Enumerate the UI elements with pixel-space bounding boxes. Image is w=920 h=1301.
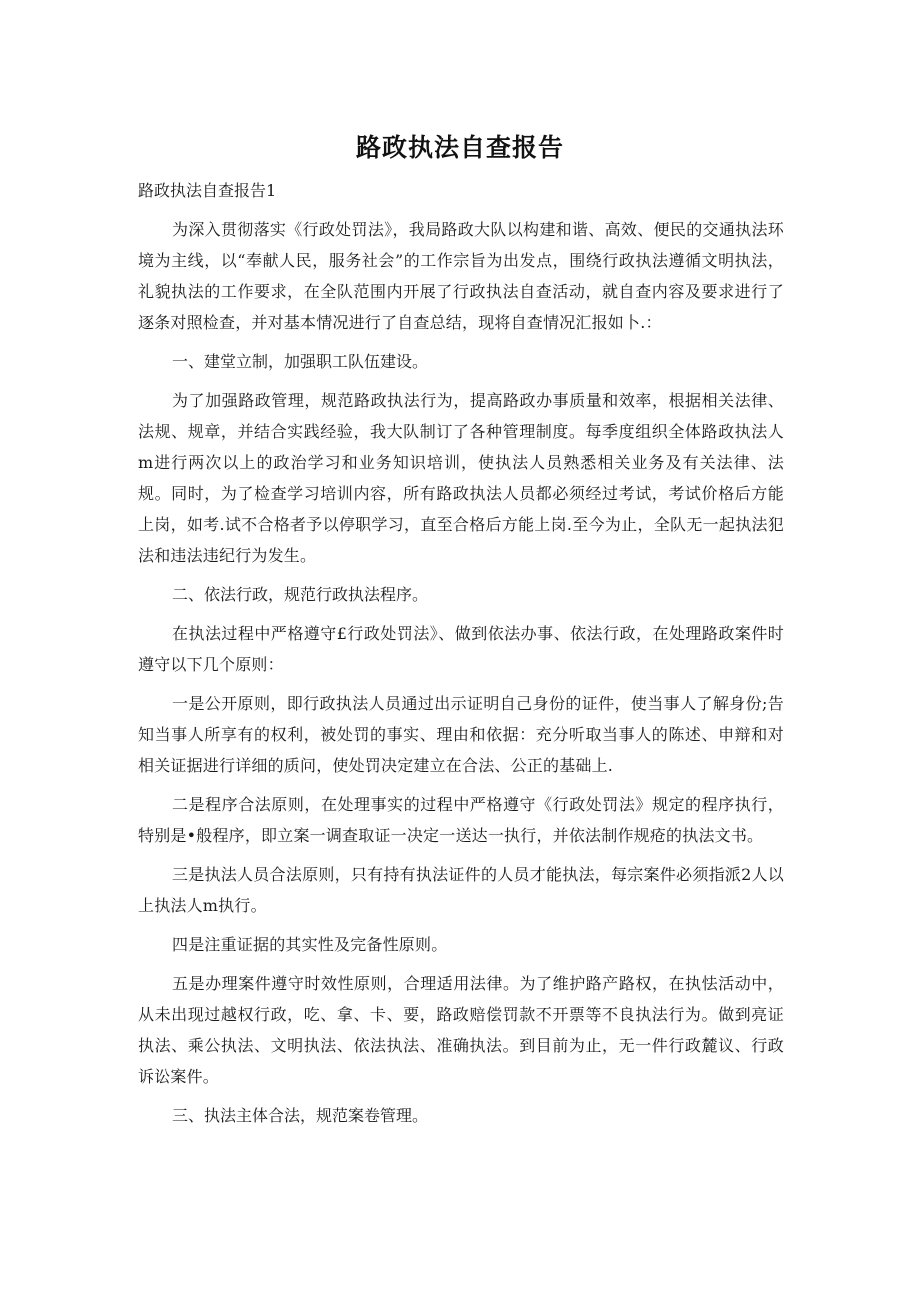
principle-2-paragraph: 二是程序合法原则，在处理事实的过程中严格遵守《行政处罚法》规定的程序执行，特别是•般程序，即立案一调查取证一决定一送达一执行，并依法制作规疮的执法文书。 bbox=[138, 795, 784, 845]
intro-paragraph: 为深入贯彻落实《行政处罚法》，我局路政大队以构建和谐、高效、便民的交通执法环境为主线，以“奉献人民，服务社会”的工作宗旨为出发点，围绕行政执法遵循文明执法，礼貌执法的工作要求，在全队范围内开展了行政执法自查活动，就自查内容及要求进行了逐条对照检查，并对基本情况进行了自查总结，现将自查情况汇报如卜.： bbox=[138, 220, 784, 332]
principle-4-paragraph: 四是注重证据的其实性及完备性原则。 bbox=[172, 935, 448, 954]
document-body bbox=[138, 175, 784, 1139]
document-subtitle: 路政执法自查报告1 bbox=[138, 181, 277, 200]
document-title: 路政执法自查报告 bbox=[355, 133, 564, 162]
section-heading-1: 一、建堂立制，加强职工队伍建设。 bbox=[172, 352, 429, 371]
section-1-paragraph: 为了加强路政管理，规范路政执法行为，提高路政办事质量和效率，根据相关法律、法规、规章，并结合实践经验，我大队制订了各种管理制度。每季度组织全体路政执法人m进行两次以上的政治学习和业务知识培训，使执法人员熟悉相关业务及有关法律、法规。同时，为了检查学习培训内容，所有路政执法人员都必须经过考试，考试价格后方能上岗，如考.试不合格者予以停职学习，直至合格后方能上岗.至今为止，全队无一起执法犯法和违法违纪行为发生。 bbox=[138, 391, 784, 565]
principle-3-paragraph: 三是执法人员合法原则，只有持有执法证件的人员才能执法，每宗案件必须指派2人以上执法人m执行。 bbox=[138, 865, 784, 915]
section-heading-2: 二、依法行政，规范行政执法程序。 bbox=[172, 585, 429, 604]
principle-5-paragraph: 五是办理案件遵守时效性原则，合理适用法律。为了维护路产路权，在执怯活动中，从未出现过越权行政，吃、拿、卡、要，路政赔偿罚款不开票等不良执法行为。做到亮证执法、乘公执法、文明执法、依法执法、准确执法。到目前为止，无一件行政麓议、行政诉讼案件。 bbox=[138, 974, 784, 1086]
principle-1-paragraph: 一是公开原则，即行政执法人员通过出示证明自己身份的证件，使当事人了解身份;告知当事人所享有的权利，被处罚的事实、理由和依据：充分听取当事人的陈述、申辩和对相关证据进行详细的质问，使处罚决定建立在合法、公正的基础上. bbox=[138, 694, 784, 775]
section-heading-3: 三、执法主体合法，规范案卷管理。 bbox=[172, 1106, 429, 1125]
section-2-paragraph: 在执法过程中严格遵守£行政处罚法》、做到依法办事、依法行政，在处理路政案件时遵守以下几个原则： bbox=[138, 624, 784, 674]
